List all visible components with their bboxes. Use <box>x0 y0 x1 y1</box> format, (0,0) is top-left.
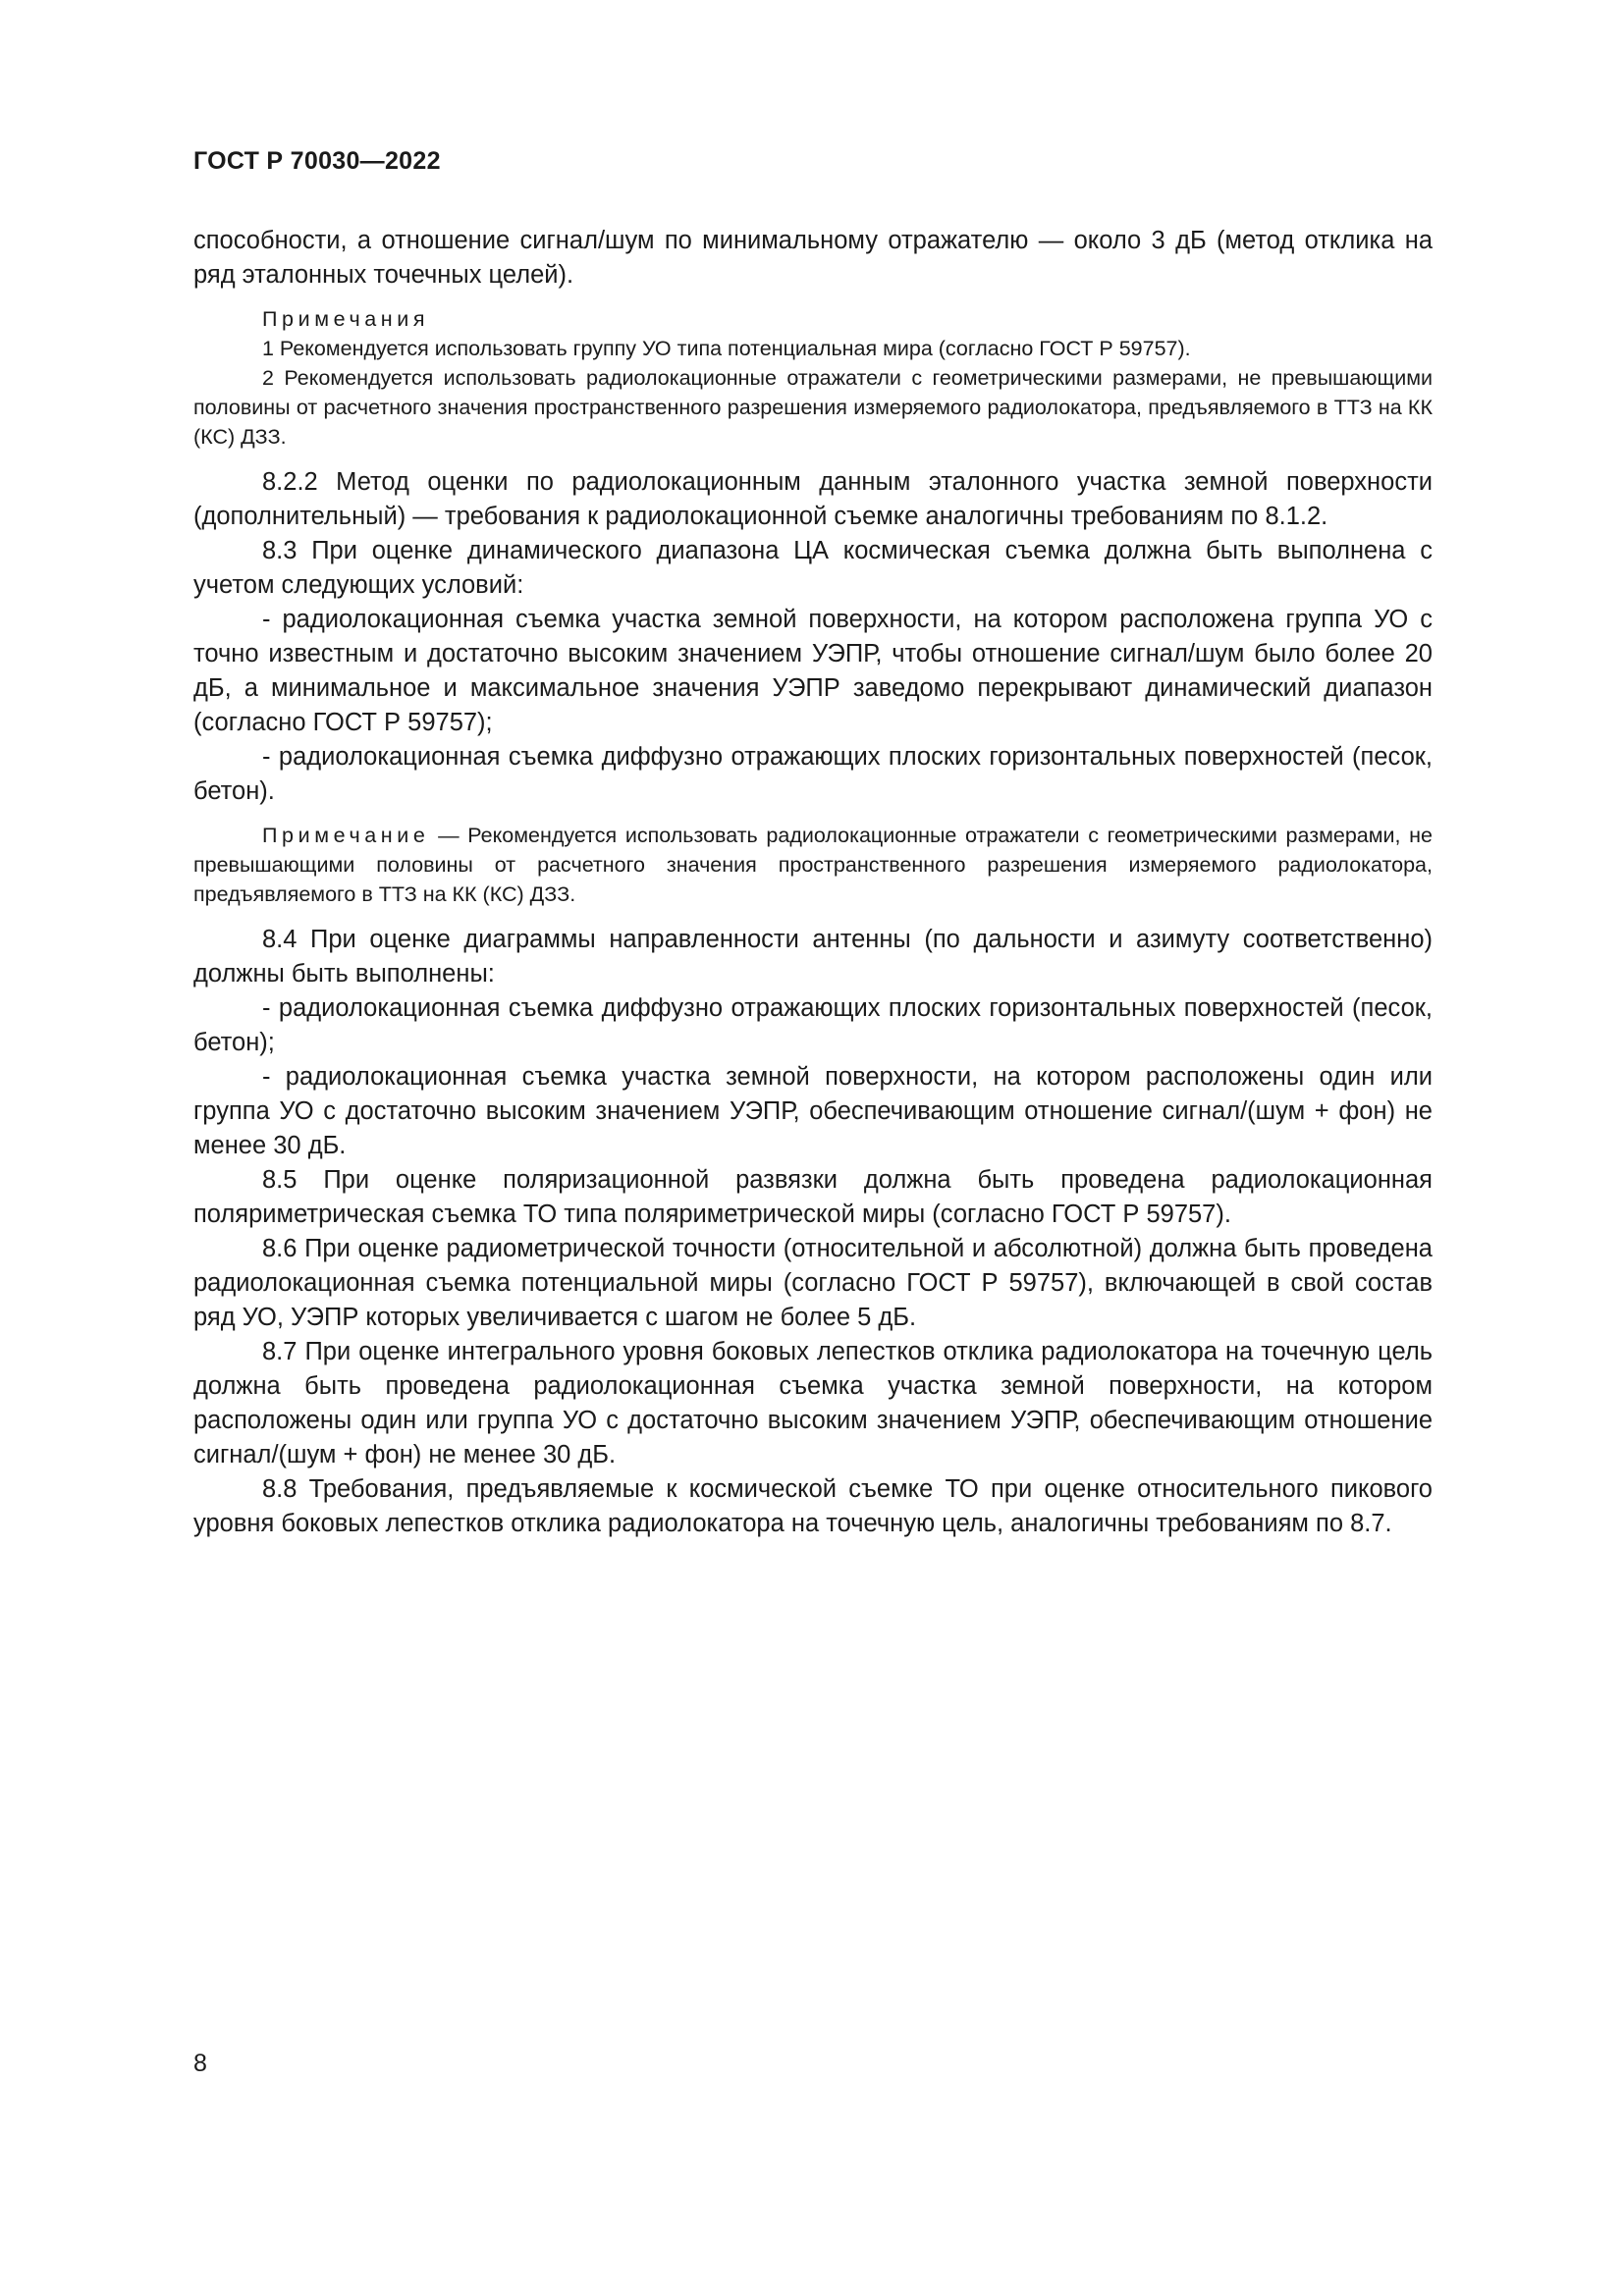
notes-block-2 <box>193 821 1433 909</box>
list-item-8-4-b: - радиолокационная съемка участка земной поверхности, на котором расположены один или группа УО с достаточно высоким значением УЭПР, обеспечивающим отношение сигнал/(шум + фон) не менее 30 дБ. <box>193 1063 1433 1159</box>
paragraph-8-3: 8.3 При оценке динамического диапазона ЦА космическая съемка должна быть выполнена с учетом следующих условий: <box>193 537 1433 599</box>
notes-title: Примечания <box>262 307 430 331</box>
paragraph-8-4: 8.4 При оценке диаграммы направленности антенны (по дальности и азимуту соответственно) должны быть выполнены: <box>193 926 1433 988</box>
note-text: — Рекомендуется использовать радиолокационные отражатели с геометрическими размерами, не превышающими половины от расчетного значения пространственного разрешения измеряемого радиолокатора, предъявляемого в ТТЗ на КК (КС) ДЗЗ. <box>193 824 1433 906</box>
paragraph-8-5: 8.5 При оценке поляризационной развязки должна быть проведена радиолокационная поляриметрическая съемка ТО типа поляриметрической миры (согласно ГОСТ Р 59757). <box>193 1166 1433 1228</box>
paragraph-8-8: 8.8 Требования, предъявляемые к космической съемке ТО при оценке относительного пикового уровня боковых лепестков отклика радиолокатора на точечную цель, аналогичны требованиям по 8.7. <box>193 1475 1433 1537</box>
note-item-2: 2 Рекомендуется использовать радиолокационные отражатели с геометрическими размерами, не превышающими половины от расчетного значения пространственного разрешения измеряемого радиолокатора, предъявляемого в ТТЗ на КК (КС) ДЗЗ. <box>193 366 1433 449</box>
document-body <box>193 224 1433 1541</box>
list-item-8-3-a: - радиолокационная съемка участка земной поверхности, на котором расположена группа УО с точно известным и достаточно высоким значением УЭПР, чтобы отношение сигнал/шум было более 20 дБ, а минимальное и максимальное значения УЭПР заведомо перекрывают динамический диапазон (согласно ГОСТ Р 59757); <box>193 606 1433 736</box>
paragraph-intro: способности, а отношение сигнал/шум по минимальному отражателю — около 3 дБ (метод отклика на ряд эталонных точечных целей). <box>193 227 1433 289</box>
note-label: Примечание <box>262 824 430 847</box>
list-item-8-3-b: - радиолокационная съемка диффузно отражающих плоских горизонтальных поверхностей (песок, бетон). <box>193 743 1433 805</box>
paragraph-8-7: 8.7 При оценке интегрального уровня боковых лепестков отклика радиолокатора на точечную цель должна быть проведена радиолокационная съемка участка земной поверхности, на котором расположены один или группа УО с достаточно высоким значением УЭПР, обеспечивающим отношение сигнал/(шум + фон) не менее 30 дБ. <box>193 1338 1433 1468</box>
paragraph-8-2-2: 8.2.2 Метод оценки по радиолокационным данным эталонного участка земной поверхности (дополнительный) — требования к радиолокационной съемке аналогичны требованиям по 8.1.2. <box>193 468 1433 530</box>
notes-block-1 <box>193 304 1433 452</box>
document-code-header: ГОСТ Р 70030—2022 <box>193 147 441 175</box>
paragraph-8-6: 8.6 При оценке радиометрической точности (относительной и абсолютной) должна быть проведена радиолокационная съемка потенциальной миры (согласно ГОСТ Р 59757), включающей в свой состав ряд УО, УЭПР которых увеличивается с шагом не более 5 дБ. <box>193 1235 1433 1331</box>
page-number: 8 <box>193 2050 207 2077</box>
note-2 <box>193 821 1433 909</box>
list-item-8-4-a: - радиолокационная съемка диффузно отражающих плоских горизонтальных поверхностей (песок, бетон); <box>193 994 1433 1056</box>
note-item-1: 1 Рекомендуется использовать группу УО типа потенциальная мира (согласно ГОСТ Р 59757). <box>262 337 1191 360</box>
